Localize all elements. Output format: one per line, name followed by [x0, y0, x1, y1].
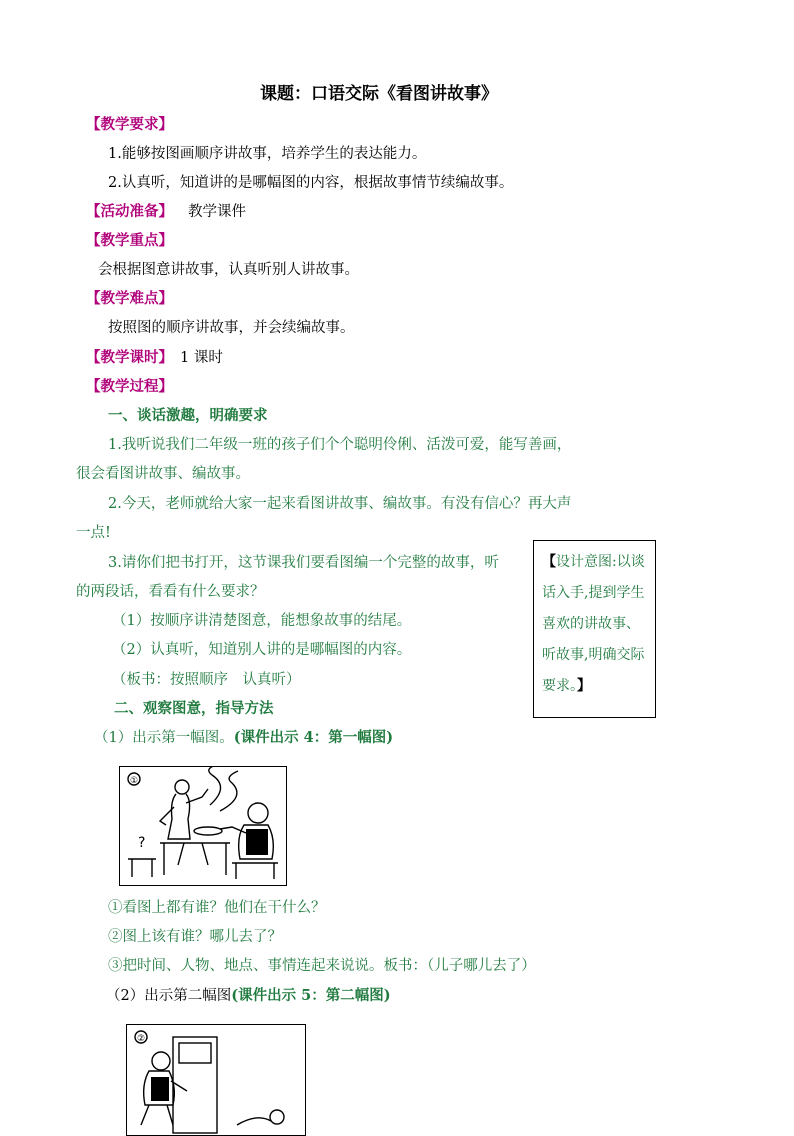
- box-bracket-open: 【: [542, 554, 556, 570]
- part1-heading: 一、谈话激趣，明确要求: [108, 407, 268, 424]
- question-1: ①看图上都有谁？他们在干什么？: [108, 900, 326, 916]
- design-intent-box: [533, 540, 656, 718]
- page-title: 课题：口语交际《看图讲故事》: [260, 84, 498, 104]
- part1-board: （板书：按照顺序 认真听）: [112, 672, 301, 688]
- requirement-item-1: 1.能够按图画顺序讲故事，培养学生的表达能力。: [108, 146, 427, 162]
- difficulty-text: 按照图的顺序讲故事，并会续编故事。: [108, 320, 355, 336]
- design-intent-text: 设计意图:以谈话入手,提到学生喜欢的讲故事、听故事,明确交际要求。: [542, 554, 645, 694]
- figure1-label: （1）出示第一幅图。: [94, 730, 234, 746]
- figure2-illustration: [126, 1024, 306, 1136]
- figure2-label: （2）出示第二幅图: [106, 988, 232, 1004]
- heading-process: 【教学过程】: [86, 378, 173, 395]
- hours-text: 1 课时: [180, 350, 223, 366]
- heading-hours: 【教学课时】: [86, 349, 173, 366]
- question-2: ②图上该有谁？哪儿去了？: [108, 929, 282, 945]
- preparation-text: 教学课件: [188, 204, 246, 220]
- box-bracket-close: 】: [577, 678, 591, 694]
- figure2-note: (课件出示 5：第二幅图): [231, 987, 391, 1004]
- question-3: ③把时间、人物、地点、事情连起来说说。板书：（儿子哪儿去了）: [108, 958, 536, 974]
- heading-focus: 【教学重点】: [86, 232, 173, 249]
- part2-heading: 二、观察图意，指导方法: [114, 700, 274, 717]
- part1-p1-line2: 很会看图讲故事、编故事。: [76, 466, 250, 482]
- part1-p3-line2: 的两段话，看看有什么要求？: [76, 584, 265, 600]
- part1-p3-line1: 3.请你们把书打开，这节课我们要看图编一个完整的故事，听: [108, 555, 499, 571]
- focus-text: 会根据图意讲故事，认真听别人讲故事。: [98, 262, 359, 278]
- figure2-number: ②: [137, 1034, 146, 1044]
- part1-p2-line2: 一点!: [76, 525, 111, 541]
- figure1-number: ①: [130, 776, 139, 786]
- part1-p1-line1: 1.我听说我们二年级一班的孩子们个个聪明伶俐、活泼可爱，能写善画，: [108, 437, 572, 453]
- figure1-caption: [94, 728, 393, 748]
- figure1-illustration: [119, 766, 287, 886]
- heading-difficulty: 【教学难点】: [86, 290, 173, 307]
- part1-p2-line1: 2.今天，老师就给大家一起来看图讲故事、编故事。有没有信心？再大声: [108, 496, 572, 512]
- figure2-drawing: [127, 1025, 305, 1135]
- heading-preparation: 【活动准备】: [86, 203, 173, 220]
- figure2-caption: [106, 986, 391, 1006]
- figure1-question-mark: ?: [138, 835, 146, 851]
- figure1-drawing: [120, 767, 286, 885]
- requirement-item-2: 2.认真听，知道讲的是哪幅图的内容，根据故事情节续编故事。: [108, 175, 514, 191]
- figure1-note: (课件出示 4：第一幅图): [233, 729, 394, 746]
- part1-sub1: （1）按顺序讲清楚图意，能想象故事的结尾。: [112, 613, 412, 629]
- heading-requirements: 【教学要求】: [86, 116, 173, 133]
- part1-sub2: （2）认真听，知道别人讲的是哪幅图的内容。: [112, 642, 412, 658]
